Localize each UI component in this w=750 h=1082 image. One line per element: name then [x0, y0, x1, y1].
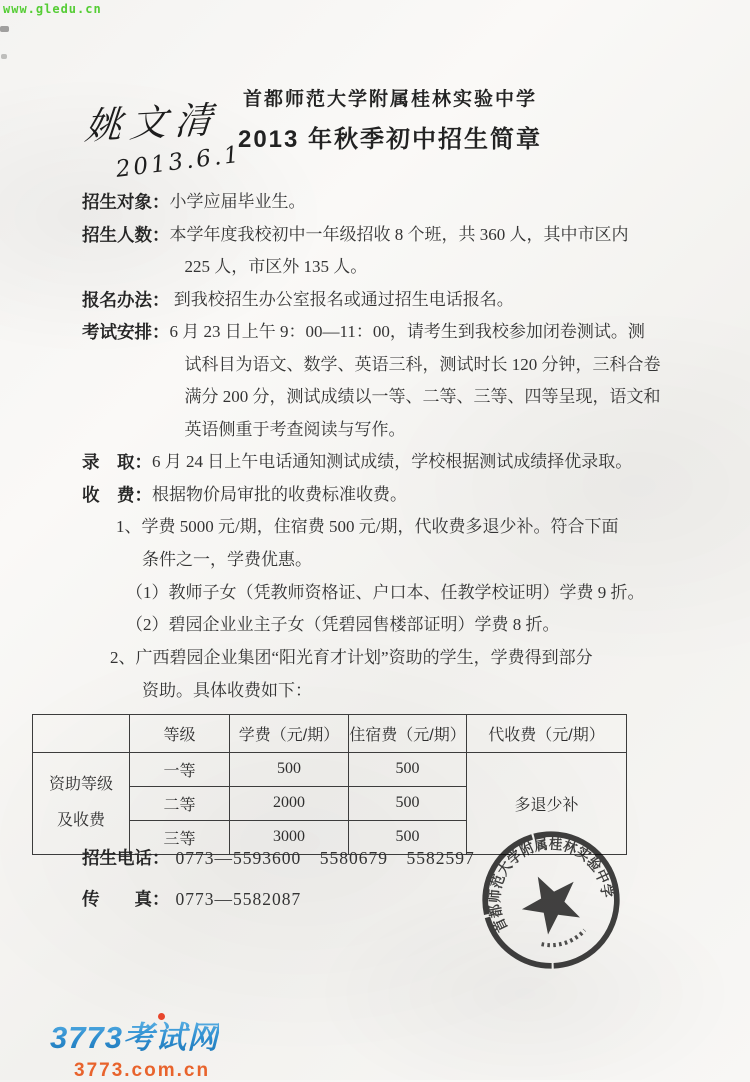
cell-grade: 二等 [130, 786, 230, 820]
section-fees [82, 479, 722, 512]
section-text: 225 人，市区外 135 人。 [184, 257, 368, 276]
section-text: 试科目为语文、数学、英语三科，测试时长 120 分钟，三科合卷 [184, 354, 661, 374]
document-title [30, 84, 750, 154]
fax-number: 0773—5582087 [175, 889, 302, 909]
cell-misc-note: 多退少补 [467, 752, 627, 854]
header-grade: 等级 [130, 714, 230, 752]
scan-artifact [0, 26, 9, 32]
section-label: 录 取： [82, 452, 152, 472]
site-logo-text: 3773考试网 [50, 1012, 219, 1057]
section-text: 6 月 24 日上午电话通知测试成绩，学校根据测试成绩择优录取。 [152, 452, 633, 471]
section-admission [82, 446, 722, 479]
section-text: 小学应届毕业生。 [169, 192, 306, 211]
section-text: 英语侧重于考查阅读与写作。 [184, 419, 406, 439]
phone-numbers: 0773—5593600 5580679 5582597 [175, 848, 475, 868]
fax-row [82, 884, 475, 915]
header-boarding: 住宿费（元/期） [349, 714, 467, 752]
handwritten-date: 2013.6.1 [114, 141, 244, 183]
cell-boarding: 500 [349, 786, 467, 820]
cell-grade: 一等 [130, 752, 230, 786]
fee-note-line: 1、学费 5000 元/期，住宿费 500 元/期，代收费多退少补。符合下面 [116, 517, 619, 536]
fee-notes [0, 511, 722, 708]
cell-tuition: 500 [230, 752, 349, 786]
site-logo [50, 1012, 219, 1082]
header-tuition: 学费（元/期） [230, 714, 349, 752]
fee-note-line: 2、广西碧园企业集团“阳光育才计划”资助的学生，学费得到部分 [110, 648, 593, 668]
stamp-text: 首都师范大学附属桂林实验中学 [487, 836, 615, 935]
stamp-star-icon [512, 863, 590, 940]
section-label: 考试安排： [82, 322, 170, 342]
phone-row [82, 843, 475, 874]
cell-boarding: 500 [349, 752, 467, 786]
fee-note-line: 条件之一，学费优惠。 [142, 549, 312, 569]
fee-note-line: （1）教师子女（凭教师资格证、户口本、任教学校证明）学费 9 折。 [126, 582, 645, 602]
cell-grade: 三等 [130, 820, 230, 854]
header-misc-fee: 代收费（元/期） [467, 714, 627, 752]
site-logo-domain: 3773.com.cn [74, 1060, 211, 1081]
section-text: 满分 200 分，测试成绩以一等、二等、三等、四等呈现，语文和 [184, 387, 661, 406]
fee-note-line: （2）碧园企业业主子女（凭碧园售楼部证明）学费 8 折。 [126, 615, 560, 635]
logo-accent-dot [158, 1013, 165, 1020]
section-enrollment-count [82, 219, 722, 284]
handwritten-name: 姚文清 [83, 97, 222, 149]
header-empty [33, 714, 130, 752]
notice-body [48, 186, 722, 855]
section-text: 6 月 23 日上午 9：00—11：00，请考生到我校参加闭卷测试。测 [169, 322, 645, 341]
section-label: 招生人数： [82, 224, 170, 245]
section-registration [82, 284, 722, 317]
section-label: 招生对象： [82, 192, 170, 212]
table-header-row [33, 714, 627, 752]
cell-tuition: 2000 [230, 786, 349, 820]
section-target-students [82, 186, 722, 219]
cell-tuition: 3000 [230, 820, 349, 854]
school-name: 首都师范大学附属桂林实验中学 [242, 89, 537, 110]
table-row [33, 752, 627, 786]
section-label: 报名办法： [82, 289, 170, 310]
row-group-label-line: 资助等级 [48, 776, 113, 794]
scan-artifact [1, 54, 7, 59]
cell-boarding: 500 [349, 820, 467, 854]
phone-label: 招生电话： [82, 848, 170, 868]
row-group-label-line: 及收费 [56, 812, 105, 830]
watermark-url: www.gledu.cn [3, 2, 102, 16]
fee-note-line: 资助。具体收费如下： [142, 680, 312, 700]
section-exam-schedule [82, 316, 722, 446]
section-text: 到我校招生办公室报名或通过招生电话报名。 [169, 289, 514, 309]
fax-label: 传 真： [82, 889, 170, 909]
section-text: 本学年度我校初中一年级招收 8 个班，共 360 人，其中市区内 [169, 224, 629, 244]
contact-info [82, 843, 475, 925]
notice-title: 2013 年秋季初中招生简章 [237, 126, 543, 153]
row-group-label [33, 752, 130, 854]
section-text: 根据物价局审批的收费标准收费。 [152, 484, 407, 504]
section-label: 收 费： [82, 484, 152, 505]
